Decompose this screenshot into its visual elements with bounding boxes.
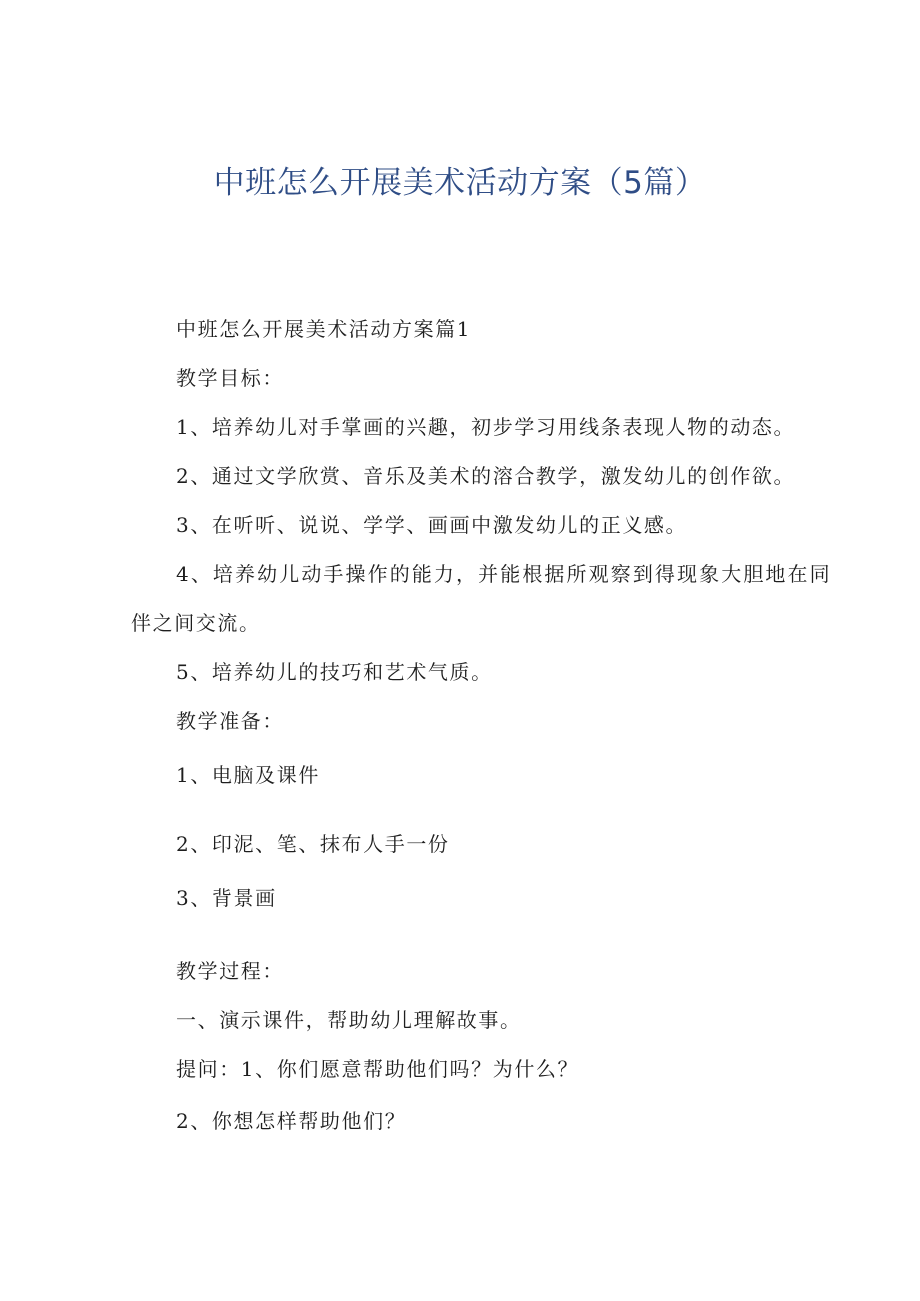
document-title: 中班怎么开展美术活动方案（5篇） (213, 165, 707, 201)
paragraph: 教学目标： (176, 366, 284, 390)
paragraph: 4、培养幼儿动手操作的能力，并能根据所观察到得现象大胆地在同 (176, 562, 832, 586)
paragraph: 5、培养幼儿的技巧和艺术气质。 (176, 660, 493, 684)
paragraph: 2、印泥、笔、抹布人手一份 (176, 832, 450, 856)
paragraph: 一、演示课件，帮助幼儿理解故事。 (176, 1008, 522, 1032)
paragraph: 提问：1、你们愿意帮助他们吗？为什么？ (176, 1057, 580, 1081)
paragraph: 3、在听听、说说、学学、画画中激发幼儿的正义感。 (176, 513, 688, 537)
paragraph: 2、你想怎样帮助他们？ (176, 1109, 407, 1133)
section-heading: 中班怎么开展美术活动方案篇1 (176, 317, 472, 341)
paragraph: 3、背景画 (176, 886, 277, 910)
paragraph: 教学准备： (176, 709, 284, 733)
paragraph: 1、培养幼儿对手掌画的兴趣，初步学习用线条表现人物的动态。 (176, 415, 796, 439)
paragraph: 1、电脑及课件 (176, 763, 320, 787)
paragraph: 2、通过文学欣赏、音乐及美术的溶合教学，激发幼儿的创作欲。 (176, 464, 796, 488)
paragraph: 教学过程： (176, 959, 284, 983)
paragraph-continuation: 伴之间交流。 (131, 611, 261, 635)
